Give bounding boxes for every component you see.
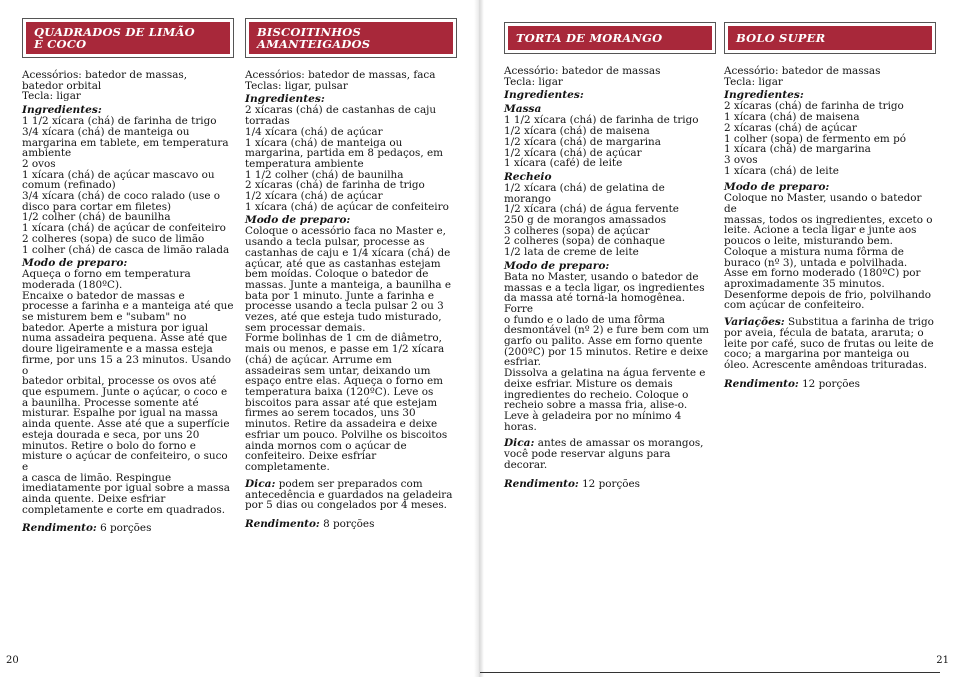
subheading-massa: Massa bbox=[504, 103, 542, 116]
yield-label: Rendimento: bbox=[504, 477, 579, 490]
page-number-left: 20 bbox=[6, 655, 19, 666]
ingredients-massa: 1 1/2 xícara (chá) de farinha de trigo 1/2 xícara (chá) de maisena 1/2 xícara (chá) de margarina 1/2 xícara (chá) de açúcar 1 xícara (café) de leite bbox=[504, 114, 699, 170]
recipe-title-banner bbox=[22, 18, 234, 58]
right-page bbox=[479, 0, 957, 677]
ingredients-recheio: 1/2 xícara (chá) de gelatina de morango 1/2 xícara (chá) de água fervente 250 g de morangos amassados 3 colheres (sopa) de açúcar 2 colheres (sopa) de conhaque 1/2 lata de creme de leite bbox=[504, 181, 679, 259]
method-heading: Modo de preparo: bbox=[504, 259, 610, 272]
tip bbox=[245, 479, 457, 511]
method-text: Aqueça o forno em temperatura moderada (180ºC). Encaixe o batedor de massas e processe a farinha e a manteiga até que se misturem bem e "subam" no batedor. Aperte a mistura por igual numa assadeira pequena. Asse até que doure ligeiramente e a massa esteja firme, por uns 15 a 23 minutos. Usando o batedor orbital, processe os ovos até que espumem. Junte o açúcar, o coco e a baunilha. Processe somente até misturar. Espalhe por igual na massa ainda quente. Asse até que a superfície esteja dourada e seca, por uns 20 minutos. Retire o bolo do forno e misture o açúcar de confeiteiro, o suco e a casca de limão. Respingue imediatamente por igual sobre a massa ainda quente. Deixe esfriar completamente e corte em quadrados. bbox=[22, 268, 234, 516]
variations bbox=[724, 317, 936, 371]
recipe-accessories: Acessórios: batedor de massas, faca Teclas: ligar, pulsar bbox=[245, 69, 436, 92]
recipe-title-banner bbox=[245, 18, 457, 58]
ingredients-list: 2 xícaras (chá) de farinha de trigo 1 xícara (chá) de maisena 2 xícaras (chá) de açúcar 1 colher (sopa) de fermento em pó 1 xícara (chá) de margarina 3 ovos 1 xícara (chá) de leite bbox=[724, 100, 906, 177]
method-text: Bata no Master, usando o batedor de massas e a tecla ligar, os ingredientes da massa até torná-la homogênea. Forre o fundo e o lado de uma fôrma desmontável (nº 2) e fure bem com um garfo ou palito. Asse em forno quente (200ºC) por 15 minutos. Retire e deixe esfriar. Dissolva a gelatina na água fervente e deixe esfriar. Misture os demais ingredientes do recheio. Coloque o recheio sobre a massa fria, alise-o. Leve à geladeira por no mínimo 4 horas. bbox=[504, 270, 709, 433]
yield-label: Rendimento: bbox=[245, 518, 320, 531]
yield-value: 6 porções bbox=[100, 522, 152, 535]
recipe-accessories: Acessórios: batedor de massas, batedor orbital Tecla: ligar bbox=[22, 69, 188, 103]
method-heading: Modo de preparo: bbox=[724, 181, 830, 194]
recipe-title: BOLO SUPER bbox=[728, 26, 932, 50]
recipe-biscoitinhos-amanteigados bbox=[245, 18, 457, 530]
yield bbox=[22, 523, 234, 534]
tip bbox=[504, 438, 716, 470]
method-heading: Modo de preparo: bbox=[22, 257, 128, 270]
recipe-title: BISCOITINHOS AMANTEIGADOS bbox=[249, 22, 453, 54]
subheading-recheio: Recheio bbox=[504, 170, 552, 183]
ingredients-heading: Ingredientes: bbox=[245, 93, 325, 106]
bottom-rule bbox=[480, 672, 940, 673]
method-text: Coloque no Master, usando o batedor de massas, todos os ingredientes, exceto o leite. Acione a tecla ligar e junte aos poucos o leite, misturando bem. Coloque a mistura numa fôrma de buraco (nº 3), untada e polvilhada. Asse em forno moderado (180ºC) por aproximadamente 35 minutos. Desenforme depois de frio, polvilhando com açúcar de confeiteiro. bbox=[724, 192, 933, 312]
tip-text: podem ser preparados com antecedência e guardados na geladeira por 5 dias ou congelados por 4 meses. bbox=[245, 477, 453, 512]
recipe-accessories: Acessório: batedor de massas Tecla: ligar bbox=[724, 65, 881, 88]
ingredients-list: 2 xícaras (chá) de castanhas de caju torradas 1/4 xícara (chá) de açúcar 1 xícara (chá) de manteiga ou margarina, partida em 8 pedaços, em temperatura ambiente 1 1/2 colher (chá) de baunilha 2 xícaras (chá) de farinha de trigo 1/2 xícara (chá) de açúcar 1 xícara (chá) de açúcar de confeiteiro bbox=[245, 104, 449, 213]
method-heading: Modo de preparo: bbox=[245, 214, 351, 227]
ingredients-heading: Ingredientes: bbox=[22, 104, 102, 117]
left-page bbox=[0, 0, 478, 677]
yield bbox=[245, 519, 457, 530]
page-number-right: 21 bbox=[936, 655, 949, 666]
recipe-accessories: Acessório: batedor de massas Tecla: ligar bbox=[504, 65, 661, 88]
ingredients-heading: Ingredientes: bbox=[504, 89, 584, 102]
recipe-torta-de-morango bbox=[504, 22, 716, 490]
variations-label: Variações: bbox=[724, 316, 785, 329]
tip-text: antes de amassar os morangos, você pode reservar alguns para decorar. bbox=[504, 437, 704, 472]
yield-value: 8 porções bbox=[323, 518, 375, 531]
ingredients-list: 1 1/2 xícara (chá) de farinha de trigo 3/4 xícara (chá) de manteiga ou margarina em tablete, em temperatura ambiente 2 ovos 1 xícara (chá) de açúcar mascavo ou comum (refinado) 3/4 xícara (chá) de coco ralado (use o disco para cortar em filetes) 1/2 colher (chá) de baunilha 1 xícara (chá) de açúcar de confeiteiro 2 colheres (sopa) de suco de limão 1 colher (chá) de casca de limão ralada bbox=[22, 115, 230, 256]
ingredients-heading: Ingredientes: bbox=[724, 89, 804, 102]
recipe-title-banner bbox=[724, 22, 936, 54]
recipe-bolo-super bbox=[724, 22, 936, 390]
variations-text: Substitua a farinha de trigo por aveia, fécula de batata, araruta; o leite por café, suco de frutas ou leite de coco; a margarina por manteiga ou óleo. Acrescente amêndoas trituradas. bbox=[724, 316, 934, 372]
method-text: Coloque o acessório faca no Master e, usando a tecla pulsar, processe as castanhas de caju e 1/4 xícara (chá) de açúcar, até que as castanhas estejam bem moídas. Coloque o batedor de massas. Junte a manteiga, a baunilha e bata por 1 minuto. Junte a farinha e processe usando a tecla pulsar 2 ou 3 vezes, até que esteja tudo misturado, sem processar demais. Forme bolinhas de 1 cm de diâmetro, mais ou menos, e passe em 1/2 xícara (chá) de açúcar. Arrume em assadeiras sem untar, deixando um espaço entre elas. Aqueça o forno em temperatura baixa (120ºC). Leve os biscoitos para assar até que estejam firmes ao serem tocados, uns 30 minutos. Retire da assadeira e deixe esfriar um pouco. Polvilhe os biscoitos ainda mornos com o açúcar de confeiteiro. Deixe esfriar completamente. bbox=[245, 225, 452, 473]
recipe-title: QUADRADOS DE LIMÃO E COCO bbox=[26, 22, 230, 54]
yield bbox=[724, 379, 936, 390]
yield-value: 12 porções bbox=[582, 477, 641, 490]
recipe-quadrados-de-limao bbox=[22, 18, 234, 534]
yield bbox=[504, 479, 716, 490]
yield-value: 12 porções bbox=[802, 377, 861, 390]
yield-label: Rendimento: bbox=[724, 377, 799, 390]
recipe-title: TORTA DE MORANGO bbox=[508, 26, 712, 50]
yield-label: Rendimento: bbox=[22, 522, 97, 535]
tip-label: Dica: bbox=[504, 437, 535, 450]
recipe-title-banner bbox=[504, 22, 716, 54]
tip-label: Dica: bbox=[245, 477, 276, 490]
